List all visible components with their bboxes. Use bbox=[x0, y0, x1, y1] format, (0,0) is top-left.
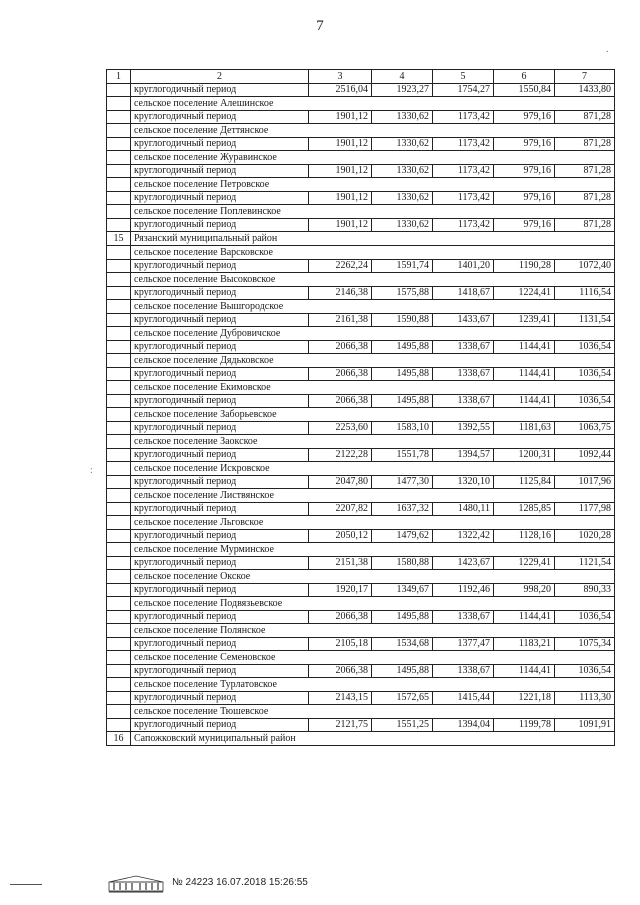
table-row bbox=[107, 611, 615, 624]
period-label: круглогодичный период bbox=[131, 111, 309, 124]
table-row bbox=[107, 84, 615, 97]
tariff-value: 1923,27 bbox=[372, 84, 433, 97]
row-number-cell bbox=[107, 178, 131, 192]
period-label: круглогодичный период bbox=[131, 138, 309, 151]
footer-divider bbox=[10, 884, 42, 885]
row-number-cell bbox=[107, 557, 131, 570]
tariff-value: 1338,67 bbox=[433, 665, 494, 678]
row-number-cell bbox=[107, 651, 131, 665]
period-label: круглогодичный период bbox=[131, 584, 309, 597]
tariff-value: 1583,10 bbox=[372, 422, 433, 435]
tariff-value: 1017,96 bbox=[555, 476, 615, 489]
settlement-name: сельское поселение Турлатовское bbox=[131, 678, 615, 692]
row-number-cell bbox=[107, 678, 131, 692]
settlement-row bbox=[107, 624, 615, 638]
period-label: круглогодичный период bbox=[131, 719, 309, 732]
tariff-value: 1338,67 bbox=[433, 395, 494, 408]
settlement-row bbox=[107, 205, 615, 219]
tariff-value: 871,28 bbox=[555, 111, 615, 124]
tariff-value: 1754,27 bbox=[433, 84, 494, 97]
period-label: круглогодичный период bbox=[131, 192, 309, 205]
row-number-cell bbox=[107, 84, 131, 97]
tariff-value: 1330,62 bbox=[372, 219, 433, 232]
tariff-value: 1072,40 bbox=[555, 260, 615, 273]
settlement-name: сельское поселение Варсковское bbox=[131, 246, 615, 260]
tariff-value: 1229,41 bbox=[494, 557, 555, 570]
tariff-value: 890,33 bbox=[555, 584, 615, 597]
tariff-value: 1320,10 bbox=[433, 476, 494, 489]
row-number-cell bbox=[107, 354, 131, 368]
settlement-row bbox=[107, 124, 615, 138]
tariff-value: 1091,91 bbox=[555, 719, 615, 732]
row-number-cell bbox=[107, 192, 131, 205]
row-number-cell bbox=[107, 462, 131, 476]
settlement-row bbox=[107, 489, 615, 503]
tariff-value: 1144,41 bbox=[494, 395, 555, 408]
settlement-row bbox=[107, 273, 615, 287]
row-number-cell bbox=[107, 476, 131, 489]
row-number-cell bbox=[107, 205, 131, 219]
settlement-row bbox=[107, 381, 615, 395]
row-number-cell bbox=[107, 638, 131, 651]
tariff-value: 998,20 bbox=[494, 584, 555, 597]
period-label: круглогодичный период bbox=[131, 165, 309, 178]
period-label: круглогодичный период bbox=[131, 665, 309, 678]
settlement-row bbox=[107, 327, 615, 341]
tariff-value: 1394,04 bbox=[433, 719, 494, 732]
row-number-cell bbox=[107, 665, 131, 678]
period-label: круглогодичный период bbox=[131, 530, 309, 543]
row-number-cell bbox=[107, 611, 131, 624]
tariff-value: 2066,38 bbox=[309, 611, 372, 624]
tariff-value: 2253,60 bbox=[309, 422, 372, 435]
tariff-value: 2066,38 bbox=[309, 665, 372, 678]
row-number-cell bbox=[107, 395, 131, 408]
tariff-value: 1572,65 bbox=[372, 692, 433, 705]
row-number-cell bbox=[107, 111, 131, 124]
tariff-value: 1392,55 bbox=[433, 422, 494, 435]
tariff-value: 1415,44 bbox=[433, 692, 494, 705]
settlement-name: сельское поселение Заокское bbox=[131, 435, 615, 449]
settlement-row bbox=[107, 300, 615, 314]
row-number-cell bbox=[107, 624, 131, 638]
table-row bbox=[107, 138, 615, 151]
settlement-row bbox=[107, 435, 615, 449]
tariff-value: 2050,12 bbox=[309, 530, 372, 543]
tariff-value: 1173,42 bbox=[433, 192, 494, 205]
column-header: 3 bbox=[309, 70, 372, 84]
table-row bbox=[107, 219, 615, 232]
row-number-cell bbox=[107, 530, 131, 543]
tariff-value: 1338,67 bbox=[433, 611, 494, 624]
table-row bbox=[107, 557, 615, 570]
tariff-value: 1183,21 bbox=[494, 638, 555, 651]
row-number-cell bbox=[107, 287, 131, 300]
tariff-value: 2143,15 bbox=[309, 692, 372, 705]
table-row bbox=[107, 287, 615, 300]
tariff-value: 1224,41 bbox=[494, 287, 555, 300]
tariff-value: 979,16 bbox=[494, 219, 555, 232]
tariff-value: 1173,42 bbox=[433, 111, 494, 124]
settlement-name: сельское поселение Дядьковское bbox=[131, 354, 615, 368]
settlement-row bbox=[107, 516, 615, 530]
period-label: круглогодичный период bbox=[131, 557, 309, 570]
settlement-row bbox=[107, 651, 615, 665]
tariff-value: 2151,38 bbox=[309, 557, 372, 570]
tariff-value: 2516,04 bbox=[309, 84, 372, 97]
settlement-row bbox=[107, 678, 615, 692]
tariff-value: 1495,88 bbox=[372, 611, 433, 624]
tariff-value: 1479,62 bbox=[372, 530, 433, 543]
tariff-value: 1901,12 bbox=[309, 111, 372, 124]
row-number-cell bbox=[107, 692, 131, 705]
tariff-value: 1330,62 bbox=[372, 138, 433, 151]
period-label: круглогодичный период bbox=[131, 611, 309, 624]
settlement-name: сельское поселение Высоковское bbox=[131, 273, 615, 287]
tariff-value: 1590,88 bbox=[372, 314, 433, 327]
tariff-value: 1534,68 bbox=[372, 638, 433, 651]
tariff-value: 1637,32 bbox=[372, 503, 433, 516]
tariff-value: 979,16 bbox=[494, 192, 555, 205]
tariff-value: 1063,75 bbox=[555, 422, 615, 435]
period-label: круглогодичный период bbox=[131, 287, 309, 300]
tariff-value: 1330,62 bbox=[372, 165, 433, 178]
tariff-value: 1200,31 bbox=[494, 449, 555, 462]
settlement-name: сельское поселение Мурминское bbox=[131, 543, 615, 557]
table-row bbox=[107, 476, 615, 489]
table-row bbox=[107, 111, 615, 124]
tariff-value: 1173,42 bbox=[433, 219, 494, 232]
document-registration-stamp: № 24223 16.07.2018 15:26:55 bbox=[172, 877, 308, 888]
tariff-value: 1901,12 bbox=[309, 165, 372, 178]
settlement-name: сельское поселение Полянское bbox=[131, 624, 615, 638]
tariff-value: 2066,38 bbox=[309, 395, 372, 408]
tariff-value: 1285,85 bbox=[494, 503, 555, 516]
tariff-value: 871,28 bbox=[555, 219, 615, 232]
settlement-name: сельское поселение Заборьевское bbox=[131, 408, 615, 422]
tariff-value: 1551,25 bbox=[372, 719, 433, 732]
settlement-name: сельское поселение Подвязьевское bbox=[131, 597, 615, 611]
tariff-value: 1580,88 bbox=[372, 557, 433, 570]
period-label: круглогодичный период bbox=[131, 449, 309, 462]
row-number-cell bbox=[107, 570, 131, 584]
table-row bbox=[107, 665, 615, 678]
settlement-row bbox=[107, 246, 615, 260]
table-row bbox=[107, 422, 615, 435]
period-label: круглогодичный период bbox=[131, 260, 309, 273]
tariff-value: 979,16 bbox=[494, 138, 555, 151]
table-row bbox=[107, 584, 615, 597]
period-label: круглогодичный период bbox=[131, 368, 309, 381]
row-number-cell bbox=[107, 314, 131, 327]
tariff-value: 1433,67 bbox=[433, 314, 494, 327]
period-label: круглогодичный период bbox=[131, 219, 309, 232]
tariff-value: 871,28 bbox=[555, 192, 615, 205]
tariff-value: 1173,42 bbox=[433, 138, 494, 151]
tariff-value: 1036,54 bbox=[555, 368, 615, 381]
tariff-value: 1901,12 bbox=[309, 192, 372, 205]
tariff-value: 1173,42 bbox=[433, 165, 494, 178]
row-number-cell bbox=[107, 327, 131, 341]
settlement-name: сельское поселение Алешинское bbox=[131, 97, 615, 111]
tariff-value: 1401,20 bbox=[433, 260, 494, 273]
row-number-cell bbox=[107, 597, 131, 611]
row-number-cell bbox=[107, 138, 131, 151]
tariff-value: 871,28 bbox=[555, 165, 615, 178]
tariff-value: 1116,54 bbox=[555, 287, 615, 300]
tariff-value: 1177,98 bbox=[555, 503, 615, 516]
tariff-value: 1036,54 bbox=[555, 665, 615, 678]
tariff-value: 1144,41 bbox=[494, 611, 555, 624]
period-label: круглогодичный период bbox=[131, 395, 309, 408]
tariff-value: 871,28 bbox=[555, 138, 615, 151]
settlement-row bbox=[107, 705, 615, 719]
row-number-cell bbox=[107, 381, 131, 395]
tariff-value: 2047,80 bbox=[309, 476, 372, 489]
row-number-cell bbox=[107, 449, 131, 462]
column-header: 5 bbox=[433, 70, 494, 84]
tariff-value: 1036,54 bbox=[555, 611, 615, 624]
period-label: круглогодичный период bbox=[131, 314, 309, 327]
column-header: 4 bbox=[372, 70, 433, 84]
settlement-name: сельское поселение Поплевинское bbox=[131, 205, 615, 219]
government-building-icon bbox=[108, 875, 164, 893]
tariff-value: 1181,63 bbox=[494, 422, 555, 435]
settlement-name: сельское поселение Листвянское bbox=[131, 489, 615, 503]
tariff-value: 1349,67 bbox=[372, 584, 433, 597]
tariff-value: 1125,84 bbox=[494, 476, 555, 489]
tariff-value: 1121,54 bbox=[555, 557, 615, 570]
tariff-value: 1338,67 bbox=[433, 368, 494, 381]
table-header-row bbox=[107, 70, 615, 84]
settlement-name: сельское поселение Деттянское bbox=[131, 124, 615, 138]
settlement-row bbox=[107, 597, 615, 611]
tariff-value: 1190,28 bbox=[494, 260, 555, 273]
tariff-value: 979,16 bbox=[494, 165, 555, 178]
table-row bbox=[107, 314, 615, 327]
row-number-cell bbox=[107, 435, 131, 449]
column-header: 6 bbox=[494, 70, 555, 84]
settlement-row bbox=[107, 178, 615, 192]
tariff-value: 1075,34 bbox=[555, 638, 615, 651]
period-label: круглогодичный период bbox=[131, 638, 309, 651]
settlement-row bbox=[107, 462, 615, 476]
tariff-value: 1495,88 bbox=[372, 665, 433, 678]
tariff-value: 2121,75 bbox=[309, 719, 372, 732]
row-number-cell bbox=[107, 705, 131, 719]
tariff-value: 1330,62 bbox=[372, 192, 433, 205]
row-number-cell: 15 bbox=[107, 232, 131, 246]
row-number-cell bbox=[107, 124, 131, 138]
tariff-value: 2105,18 bbox=[309, 638, 372, 651]
tariff-value: 1322,42 bbox=[433, 530, 494, 543]
tariff-value: 2161,38 bbox=[309, 314, 372, 327]
period-label: круглогодичный период bbox=[131, 341, 309, 354]
footer bbox=[0, 875, 640, 895]
settlement-row bbox=[107, 543, 615, 557]
tariff-value: 2122,28 bbox=[309, 449, 372, 462]
tariff-value: 1036,54 bbox=[555, 341, 615, 354]
tariff-value: 2146,38 bbox=[309, 287, 372, 300]
table-row bbox=[107, 530, 615, 543]
settlement-row bbox=[107, 97, 615, 111]
row-number-cell bbox=[107, 260, 131, 273]
period-label: круглогодичный период bbox=[131, 503, 309, 516]
table-row bbox=[107, 638, 615, 651]
row-number-cell: 16 bbox=[107, 732, 131, 746]
table-row bbox=[107, 503, 615, 516]
tariff-value: 1495,88 bbox=[372, 341, 433, 354]
table-row bbox=[107, 260, 615, 273]
table-row bbox=[107, 165, 615, 178]
tariff-value: 979,16 bbox=[494, 111, 555, 124]
row-number-cell bbox=[107, 516, 131, 530]
row-number-cell bbox=[107, 408, 131, 422]
table-row bbox=[107, 719, 615, 732]
period-label: круглогодичный период bbox=[131, 476, 309, 489]
tariff-value: 2262,24 bbox=[309, 260, 372, 273]
tariff-value: 1901,12 bbox=[309, 219, 372, 232]
settlement-name: сельское поселение Журавинское bbox=[131, 151, 615, 165]
settlement-name: сельское поселение Екимовское bbox=[131, 381, 615, 395]
tariff-value: 1551,78 bbox=[372, 449, 433, 462]
settlement-row bbox=[107, 570, 615, 584]
tariff-value: 1128,16 bbox=[494, 530, 555, 543]
tariff-value: 1239,41 bbox=[494, 314, 555, 327]
tariff-value: 1418,67 bbox=[433, 287, 494, 300]
district-name: Сапожковский муниципальный район bbox=[131, 732, 615, 746]
tariff-value: 2207,82 bbox=[309, 503, 372, 516]
row-number-cell bbox=[107, 489, 131, 503]
settlement-name: сельское поселение Семеновское bbox=[131, 651, 615, 665]
tariff-value: 1477,30 bbox=[372, 476, 433, 489]
row-number-cell bbox=[107, 300, 131, 314]
tariff-value: 1330,62 bbox=[372, 111, 433, 124]
tariff-value: 1020,28 bbox=[555, 530, 615, 543]
tariff-value: 1920,17 bbox=[309, 584, 372, 597]
tariff-value: 2066,38 bbox=[309, 368, 372, 381]
settlement-name: сельское поселение Петровское bbox=[131, 178, 615, 192]
tariff-value: 1144,41 bbox=[494, 341, 555, 354]
tariff-value: 1144,41 bbox=[494, 368, 555, 381]
tariff-value: 1394,57 bbox=[433, 449, 494, 462]
tariff-value: 1901,12 bbox=[309, 138, 372, 151]
period-label: круглогодичный период bbox=[131, 84, 309, 97]
settlement-name: сельское поселение Вышгородское bbox=[131, 300, 615, 314]
row-number-cell bbox=[107, 97, 131, 111]
tariff-value: 1575,88 bbox=[372, 287, 433, 300]
tariff-value: 1113,30 bbox=[555, 692, 615, 705]
tariff-value: 1221,18 bbox=[494, 692, 555, 705]
column-header: 7 bbox=[555, 70, 615, 84]
table-row bbox=[107, 341, 615, 354]
row-number-cell bbox=[107, 151, 131, 165]
page-number: 7 bbox=[316, 18, 324, 34]
tariff-value: 1423,67 bbox=[433, 557, 494, 570]
tariff-value: 1199,78 bbox=[494, 719, 555, 732]
table-row bbox=[107, 692, 615, 705]
settlement-row bbox=[107, 151, 615, 165]
settlement-name: сельское поселение Искровское bbox=[131, 462, 615, 476]
row-number-cell bbox=[107, 246, 131, 260]
column-header: 1 bbox=[107, 70, 131, 84]
settlement-name: сельское поселение Тюшевское bbox=[131, 705, 615, 719]
table-row bbox=[107, 368, 615, 381]
district-row bbox=[107, 232, 615, 246]
tariff-value: 1495,88 bbox=[372, 368, 433, 381]
district-row bbox=[107, 732, 615, 746]
settlement-name: сельское поселение Дубровичское bbox=[131, 327, 615, 341]
settlement-name: сельское поселение Окское bbox=[131, 570, 615, 584]
tariff-value: 1036,54 bbox=[555, 395, 615, 408]
period-label: круглогодичный период bbox=[131, 422, 309, 435]
tariff-value: 1550,84 bbox=[494, 84, 555, 97]
settlement-name: сельское поселение Льговское bbox=[131, 516, 615, 530]
tariff-value: 1377,47 bbox=[433, 638, 494, 651]
period-label: круглогодичный период bbox=[131, 692, 309, 705]
row-number-cell bbox=[107, 584, 131, 597]
table-body bbox=[107, 84, 615, 746]
tariff-value: 1591,74 bbox=[372, 260, 433, 273]
row-number-cell bbox=[107, 422, 131, 435]
column-header: 2 bbox=[131, 70, 309, 84]
tariff-value: 1480,11 bbox=[433, 503, 494, 516]
table-row bbox=[107, 395, 615, 408]
district-name: Рязанский муниципальный район bbox=[131, 232, 615, 246]
tariff-value: 1433,80 bbox=[555, 84, 615, 97]
tariff-value: 2066,38 bbox=[309, 341, 372, 354]
row-number-cell bbox=[107, 273, 131, 287]
tariff-value: 1192,46 bbox=[433, 584, 494, 597]
table-row bbox=[107, 449, 615, 462]
settlement-row bbox=[107, 354, 615, 368]
row-number-cell bbox=[107, 503, 131, 516]
row-number-cell bbox=[107, 341, 131, 354]
row-number-cell bbox=[107, 368, 131, 381]
scan-mark: . bbox=[606, 44, 609, 55]
row-number-cell bbox=[107, 165, 131, 178]
settlement-row bbox=[107, 408, 615, 422]
row-number-cell bbox=[107, 719, 131, 732]
table-row bbox=[107, 192, 615, 205]
tariff-value: 1131,54 bbox=[555, 314, 615, 327]
tariff-value: 1092,44 bbox=[555, 449, 615, 462]
tariff-value: 1338,67 bbox=[433, 341, 494, 354]
tariff-value: 1495,88 bbox=[372, 395, 433, 408]
tariff-table bbox=[106, 69, 615, 746]
row-number-cell bbox=[107, 219, 131, 232]
row-number-cell bbox=[107, 543, 131, 557]
scan-mark: : bbox=[90, 465, 93, 476]
tariff-value: 1144,41 bbox=[494, 665, 555, 678]
